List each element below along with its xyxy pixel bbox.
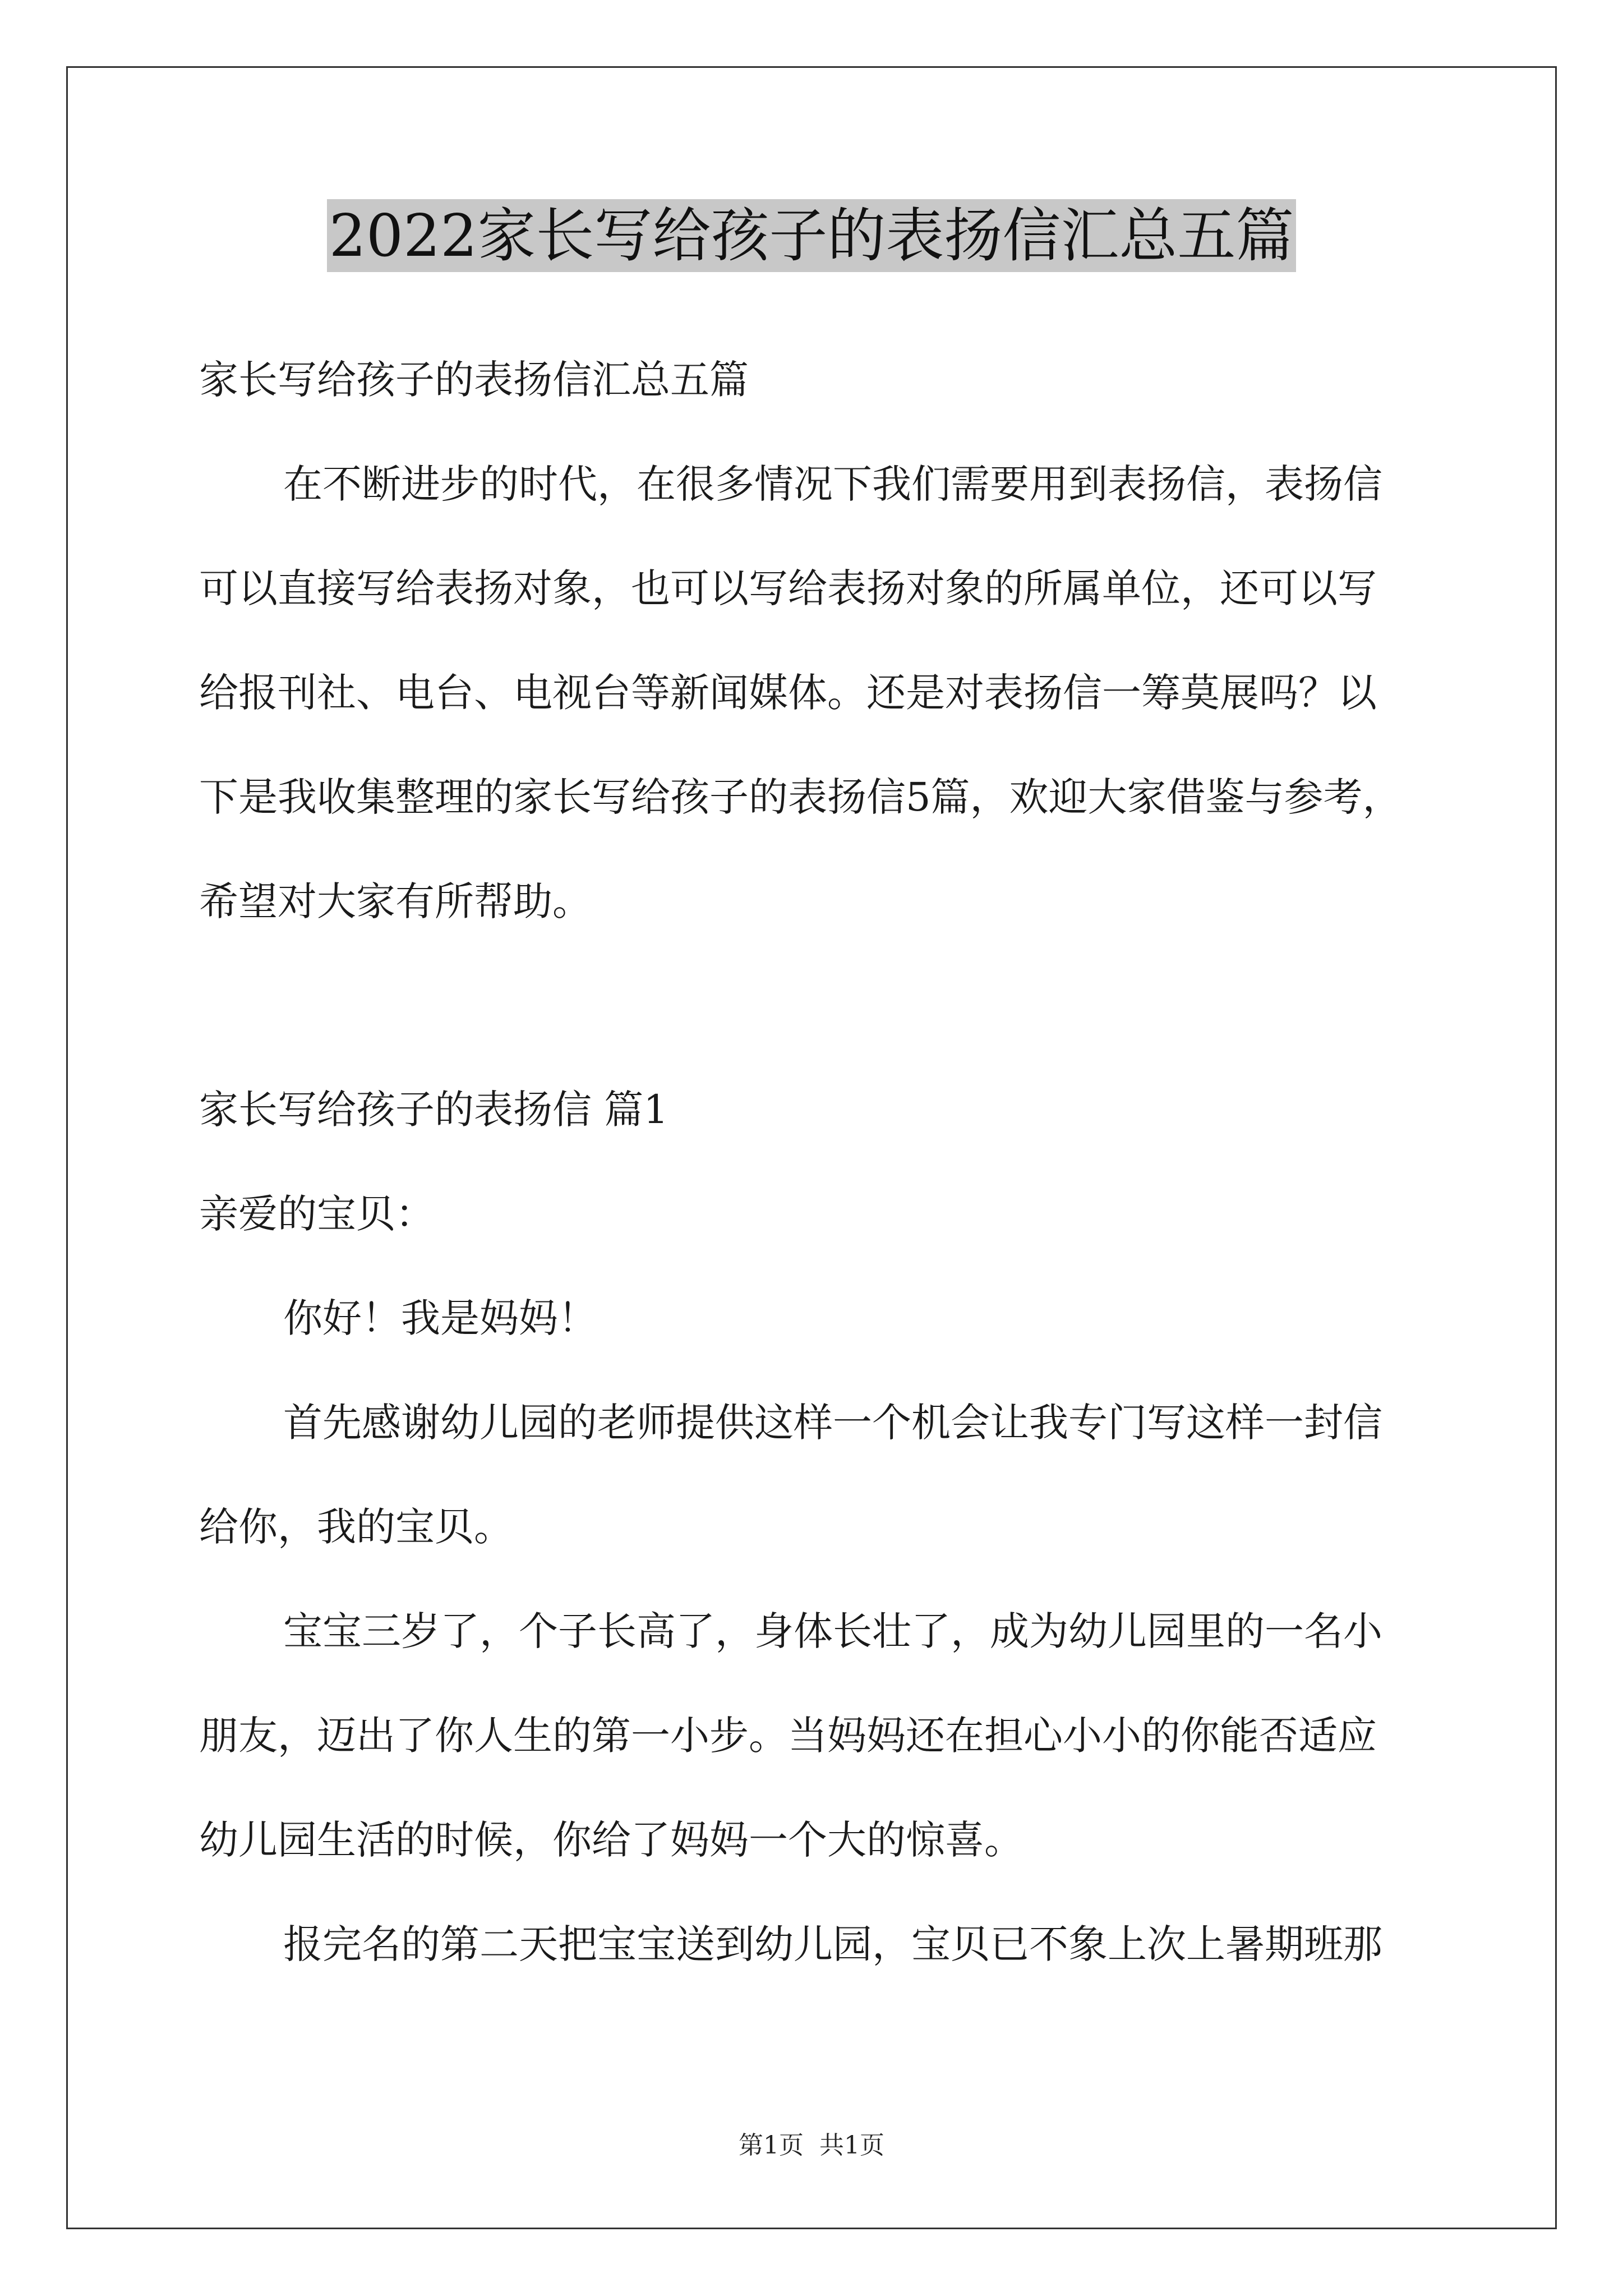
paragraph-line: 下是我收集整理的家长写给孩子的表扬信5篇，欢迎大家借鉴与参考， bbox=[199, 774, 1402, 820]
paragraph-line: 给报刊社、电台、电视台等新闻媒体。还是对表扬信一筹莫展吗？以 bbox=[199, 670, 1377, 716]
title-container bbox=[0, 199, 1623, 272]
paragraph-line: 幼儿园生活的时候，你给了妈妈一个大的惊喜。 bbox=[199, 1817, 1023, 1863]
paragraph-line: 希望对大家有所帮助。 bbox=[199, 878, 592, 924]
paragraph-line: 宝宝三岁了，个子长高了，身体长壮了，成为幼儿园里的一名小 bbox=[283, 1608, 1382, 1654]
page-total: 共1页 bbox=[819, 2131, 884, 2160]
subtitle-line: 家长写给孩子的表扬信汇总五篇 bbox=[199, 357, 749, 403]
salutation: 亲爱的宝贝： bbox=[199, 1191, 435, 1237]
document-title: 2022家长写给孩子的表扬信汇总五篇 bbox=[327, 199, 1297, 272]
section-heading: 家长写给孩子的表扬信 篇1 bbox=[199, 1087, 668, 1133]
paragraph-line: 报完名的第二天把宝宝送到幼儿园，宝贝已不象上次上暑期班那 bbox=[283, 1921, 1382, 1967]
paragraph-line: 给你，我的宝贝。 bbox=[199, 1504, 513, 1550]
paragraph-line: 在不断进步的时代，在很多情况下我们需要用到表扬信，表扬信 bbox=[283, 461, 1382, 507]
paragraph-line: 你好！我是妈妈！ bbox=[283, 1295, 597, 1341]
page-number: 第1页 bbox=[739, 2131, 804, 2160]
paragraph-line: 可以直接写给表扬对象，也可以写给表扬对象的所属单位，还可以写 bbox=[199, 565, 1377, 611]
paragraph-line: 朋友，迈出了你人生的第一小步。当妈妈还在担心小小的你能否适应 bbox=[199, 1713, 1377, 1759]
paragraph-line: 首先感谢幼儿园的老师提供这样一个机会让我专门写这样一封信 bbox=[283, 1400, 1382, 1446]
page-footer bbox=[0, 2129, 1623, 2162]
